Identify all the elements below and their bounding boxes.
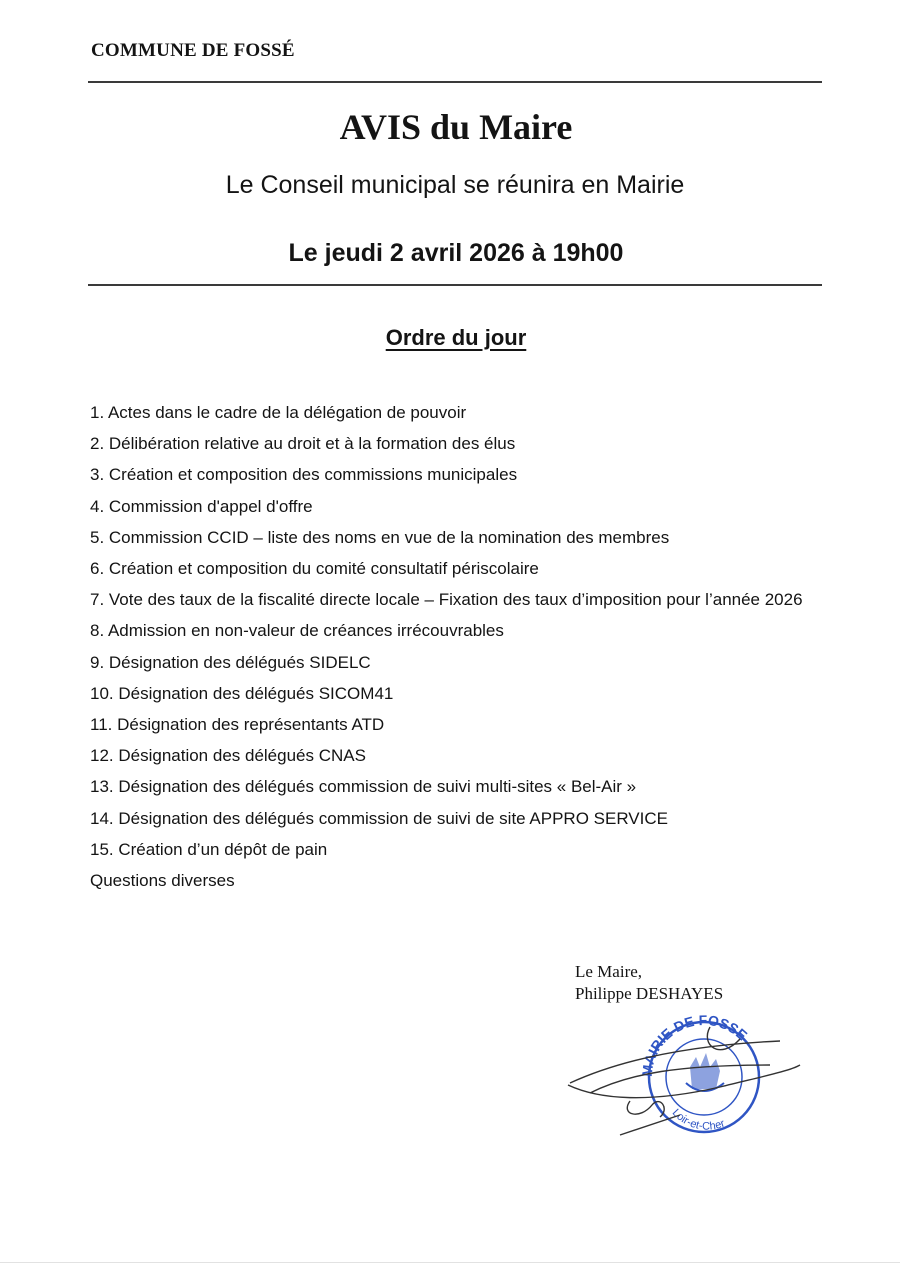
agenda-item: 12. Désignation des délégués CNAS [90,746,366,766]
agenda-item: 5. Commission CCID – liste des noms en vue de la nomination des membres [90,527,670,547]
agenda-item: 7. Vote des taux de la fiscalité directe locale – Fixation des taux d’imposition pour l’année 2026 [90,590,803,610]
stamp-text-top: MAIRIE DE FOSSE [638,1011,751,1078]
stamp-text-bottom: Loir-et-Cher [669,1106,727,1133]
page-bottom-edge [0,1262,900,1263]
commune-name: COMMUNE DE FOSSÉ [91,40,295,61]
mayor-role: Le Maire, [575,962,643,981]
agenda-item: 14. Désignation des délégués commission de suivi de site APPRO SERVICE [90,808,668,828]
meeting-location: Le Conseil municipal se réunira en Mairie [225,171,685,199]
agenda-item: 4. Commission d'appel d'offre [90,496,313,516]
agenda-item: 15. Création d’un dépôt de pain [90,839,328,859]
agenda-item: 13. Désignation des délégués commission de suivi multi-sites « Bel-Air » [90,777,637,797]
svg-text:Loir-et-Cher [670,1107,727,1133]
header-divider [88,81,822,83]
agenda-closing: Questions diverses [90,871,235,891]
signature-block [575,961,723,1005]
title-divider [88,284,822,286]
agenda-item: 1. Actes dans le cadre de la délégation de pouvoir [90,403,467,422]
agenda-item: 6. Création et composition du comité consultatif périscolaire [90,559,539,579]
agenda-item: 11. Désignation des représentants ATD [90,715,385,735]
meeting-date: Le jeudi 2 avril 2026 à 19h00 [288,239,624,267]
agenda-item: 9. Désignation des délégués SIDELC [90,652,371,672]
agenda-item: 3. Création et composition des commissions municipales [90,465,518,485]
agenda-item: 10. Désignation des délégués SICOM41 [90,683,394,703]
mayor-stamp-and-signature [560,1005,810,1145]
agenda-heading: Ordre du jour [385,325,527,350]
agenda-item: 8. Admission en non-valeur de créances irrécouvrables [90,621,504,641]
agenda-list [90,397,830,896]
agenda-item: 2. Délibération relative au droit et à la formation des élus [90,434,516,454]
mayor-name: Philippe DESHAYES [575,984,724,1003]
page-title: AVIS du Maire [339,107,573,147]
